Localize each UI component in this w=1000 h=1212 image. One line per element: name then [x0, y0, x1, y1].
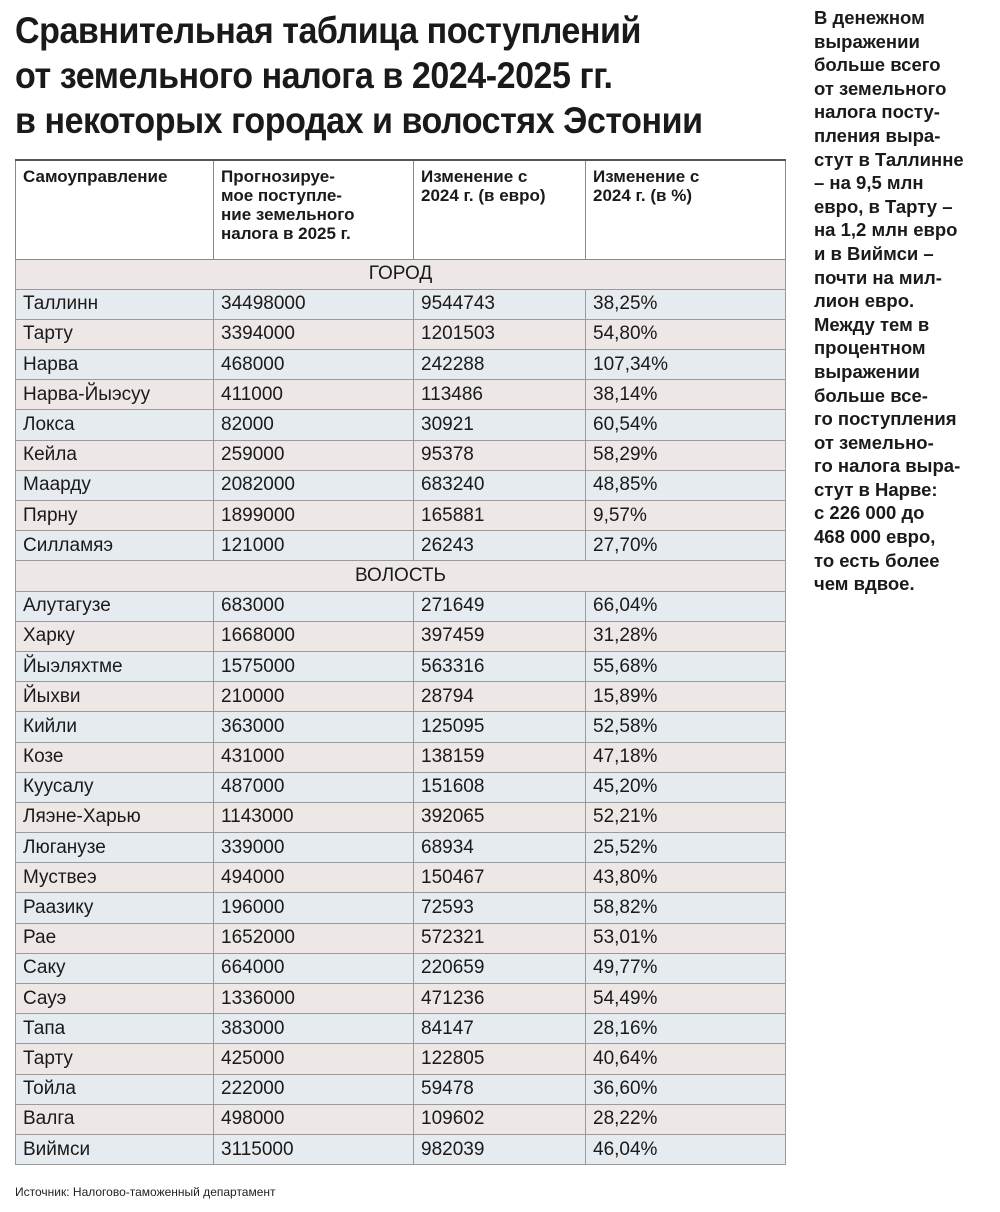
table-row: [16, 501, 786, 531]
cell-change-eur: 150467: [414, 863, 586, 893]
cell-forecast-2025: 196000: [214, 893, 414, 923]
cell-change-pct: 54,49%: [586, 984, 786, 1014]
table-row: [16, 802, 786, 832]
sidebar-line: то есть более: [814, 549, 940, 571]
table-row: [16, 923, 786, 953]
table-row: [16, 742, 786, 772]
table-row: [16, 350, 786, 380]
cell-change-pct: 40,64%: [586, 1044, 786, 1074]
cell-change-pct: 46,04%: [586, 1134, 786, 1164]
cell-change-eur: 68934: [414, 833, 586, 863]
section-label: ВОЛОСТЬ: [16, 561, 786, 591]
cell-change-eur: 471236: [414, 984, 586, 1014]
section-row: [16, 561, 786, 591]
cell-change-eur: 151608: [414, 772, 586, 802]
table-row: [16, 984, 786, 1014]
cell-forecast-2025: 1668000: [214, 621, 414, 651]
cell-municipality: Люганузе: [16, 833, 214, 863]
sidebar-line: евро, в Тарту –: [814, 195, 953, 217]
sidebar-line: на 1,2 млн евро: [814, 219, 958, 241]
table-row: [16, 1044, 786, 1074]
cell-change-pct: 55,68%: [586, 651, 786, 681]
cell-change-pct: 66,04%: [586, 591, 786, 621]
cell-municipality: Саку: [16, 953, 214, 983]
cell-municipality: Алутагузе: [16, 591, 214, 621]
title-line-2: от земельного налога в 2024-2025 гг.: [15, 55, 613, 96]
cell-forecast-2025: 431000: [214, 742, 414, 772]
cell-change-pct: 31,28%: [586, 621, 786, 651]
cell-municipality: Рае: [16, 923, 214, 953]
cell-change-pct: 45,20%: [586, 772, 786, 802]
cell-change-eur: 1201503: [414, 319, 586, 349]
cell-municipality: Харку: [16, 621, 214, 651]
cell-municipality: Муствеэ: [16, 863, 214, 893]
sidebar-line: больше всего: [814, 54, 941, 76]
table-row: [16, 1104, 786, 1134]
header-line: ние земельного: [221, 205, 355, 224]
cell-change-eur: 220659: [414, 953, 586, 983]
section-label: ГОРОД: [16, 259, 786, 289]
table-row: [16, 470, 786, 500]
cell-forecast-2025: 683000: [214, 591, 414, 621]
sidebar-line: лион евро.: [814, 290, 915, 312]
page-title: [15, 8, 742, 143]
table-row: [16, 289, 786, 319]
cell-change-eur: 572321: [414, 923, 586, 953]
table-row: [16, 651, 786, 681]
cell-change-eur: 165881: [414, 501, 586, 531]
cell-change-eur: 982039: [414, 1134, 586, 1164]
cell-forecast-2025: 1143000: [214, 802, 414, 832]
table-row: [16, 863, 786, 893]
cell-change-eur: 242288: [414, 350, 586, 380]
cell-forecast-2025: 222000: [214, 1074, 414, 1104]
cell-change-pct: 58,29%: [586, 440, 786, 470]
table-row: [16, 1014, 786, 1044]
header-municipality: [16, 160, 214, 259]
table-row: [16, 772, 786, 802]
cell-municipality: Ляэне-Харью: [16, 802, 214, 832]
cell-change-pct: 43,80%: [586, 863, 786, 893]
cell-municipality: Маарду: [16, 470, 214, 500]
table-row: [16, 440, 786, 470]
cell-change-pct: 28,16%: [586, 1014, 786, 1044]
cell-change-pct: 38,25%: [586, 289, 786, 319]
table-row: [16, 410, 786, 440]
cell-change-pct: 48,85%: [586, 470, 786, 500]
cell-change-eur: 122805: [414, 1044, 586, 1074]
cell-change-pct: 60,54%: [586, 410, 786, 440]
cell-change-eur: 138159: [414, 742, 586, 772]
sidebar-line: выражении: [814, 30, 920, 52]
sidebar-line: чем вдвое.: [814, 573, 915, 595]
header-line: 2024 г. (в евро): [421, 186, 546, 205]
cell-forecast-2025: 3115000: [214, 1134, 414, 1164]
cell-change-eur: 397459: [414, 621, 586, 651]
cell-municipality: Йыэляхтме: [16, 651, 214, 681]
cell-forecast-2025: 363000: [214, 712, 414, 742]
land-tax-table: [15, 159, 786, 1165]
cell-forecast-2025: 121000: [214, 531, 414, 561]
cell-municipality: Нарва-Йыэсуу: [16, 380, 214, 410]
source-note: Источник: Налогово-таможенный департамент: [15, 1185, 276, 1199]
cell-change-eur: 95378: [414, 440, 586, 470]
cell-change-eur: 59478: [414, 1074, 586, 1104]
header-line: Самоуправление: [23, 167, 168, 186]
cell-change-pct: 52,21%: [586, 802, 786, 832]
cell-forecast-2025: 82000: [214, 410, 414, 440]
table-row: [16, 712, 786, 742]
cell-forecast-2025: 498000: [214, 1104, 414, 1134]
cell-change-pct: 27,70%: [586, 531, 786, 561]
cell-forecast-2025: 210000: [214, 682, 414, 712]
sidebar-line: стут в Нарве:: [814, 478, 938, 500]
cell-municipality: Виймси: [16, 1134, 214, 1164]
table-row: [16, 682, 786, 712]
sidebar-note: [814, 6, 996, 596]
cell-municipality: Таллинн: [16, 289, 214, 319]
cell-forecast-2025: 2082000: [214, 470, 414, 500]
cell-forecast-2025: 259000: [214, 440, 414, 470]
sidebar-line: и в Виймси –: [814, 242, 934, 264]
cell-change-eur: 109602: [414, 1104, 586, 1134]
sidebar-line: стут в Таллинне: [814, 148, 964, 170]
cell-forecast-2025: 339000: [214, 833, 414, 863]
table-header-row: [16, 160, 786, 259]
cell-municipality: Пярну: [16, 501, 214, 531]
cell-forecast-2025: 1899000: [214, 501, 414, 531]
sidebar-line: больше все-: [814, 384, 928, 406]
cell-municipality: Козе: [16, 742, 214, 772]
table-row: [16, 833, 786, 863]
header-line: 2024 г. (в %): [593, 186, 692, 205]
cell-change-eur: 683240: [414, 470, 586, 500]
table-row: [16, 380, 786, 410]
sidebar-line: пления выра-: [814, 124, 941, 146]
cell-change-pct: 9,57%: [586, 501, 786, 531]
sidebar-line: В денежном: [814, 7, 925, 28]
cell-municipality: Тарту: [16, 319, 214, 349]
cell-municipality: Раазику: [16, 893, 214, 923]
header-line: мое поступле-: [221, 186, 342, 205]
cell-change-eur: 28794: [414, 682, 586, 712]
header-change-eur: [414, 160, 586, 259]
cell-forecast-2025: 1575000: [214, 651, 414, 681]
cell-change-eur: 563316: [414, 651, 586, 681]
cell-forecast-2025: 664000: [214, 953, 414, 983]
cell-forecast-2025: 1652000: [214, 923, 414, 953]
table-row: [16, 1074, 786, 1104]
sidebar-line: от земельного: [814, 77, 947, 99]
cell-municipality: Йыхви: [16, 682, 214, 712]
header-line: налога в 2025 г.: [221, 224, 351, 243]
cell-change-eur: 392065: [414, 802, 586, 832]
sidebar-line: го налога выра-: [814, 455, 961, 477]
cell-change-pct: 36,60%: [586, 1074, 786, 1104]
sidebar-line: выражении: [814, 360, 920, 382]
header-line: Изменение с: [421, 167, 528, 186]
title-line-1: Сравнительная таблица поступлений: [15, 10, 641, 51]
cell-change-eur: 30921: [414, 410, 586, 440]
sidebar-line: – на 9,5 млн: [814, 172, 924, 194]
cell-forecast-2025: 468000: [214, 350, 414, 380]
title-line-3: в некоторых городах и волостях Эстонии: [15, 100, 703, 141]
header-forecast-2025: [214, 160, 414, 259]
table-row: [16, 893, 786, 923]
table-row: [16, 319, 786, 349]
cell-change-eur: 72593: [414, 893, 586, 923]
cell-municipality: Валга: [16, 1104, 214, 1134]
cell-municipality: Тойла: [16, 1074, 214, 1104]
cell-change-eur: 113486: [414, 380, 586, 410]
cell-change-pct: 49,77%: [586, 953, 786, 983]
cell-forecast-2025: 411000: [214, 380, 414, 410]
sidebar-line: с 226 000 до: [814, 502, 925, 524]
sidebar-line: Между тем в: [814, 313, 930, 335]
cell-forecast-2025: 494000: [214, 863, 414, 893]
header-line: Прогнозируе-: [221, 167, 335, 186]
cell-municipality: Куусалу: [16, 772, 214, 802]
cell-forecast-2025: 3394000: [214, 319, 414, 349]
cell-municipality: Кийли: [16, 712, 214, 742]
section-row: [16, 259, 786, 289]
cell-forecast-2025: 425000: [214, 1044, 414, 1074]
cell-municipality: Сауэ: [16, 984, 214, 1014]
sidebar-line: налога посту-: [814, 101, 940, 123]
cell-change-eur: 9544743: [414, 289, 586, 319]
cell-change-pct: 52,58%: [586, 712, 786, 742]
cell-forecast-2025: 34498000: [214, 289, 414, 319]
cell-change-pct: 53,01%: [586, 923, 786, 953]
cell-municipality: Кейла: [16, 440, 214, 470]
cell-municipality: Нарва: [16, 350, 214, 380]
table-body: [16, 259, 786, 1165]
cell-change-eur: 125095: [414, 712, 586, 742]
cell-municipality: Тарту: [16, 1044, 214, 1074]
cell-change-eur: 271649: [414, 591, 586, 621]
cell-change-pct: 107,34%: [586, 350, 786, 380]
sidebar-line: процентном: [814, 337, 926, 359]
cell-forecast-2025: 383000: [214, 1014, 414, 1044]
cell-change-pct: 38,14%: [586, 380, 786, 410]
table-row: [16, 621, 786, 651]
cell-forecast-2025: 1336000: [214, 984, 414, 1014]
header-line: Изменение с: [593, 167, 700, 186]
cell-municipality: Локса: [16, 410, 214, 440]
cell-forecast-2025: 487000: [214, 772, 414, 802]
sidebar-line: от земельно-: [814, 431, 934, 453]
sidebar-line: го поступления: [814, 408, 957, 430]
table-row: [16, 1134, 786, 1164]
table-row: [16, 531, 786, 561]
sidebar-line: почти на мил-: [814, 266, 942, 288]
cell-municipality: Тапа: [16, 1014, 214, 1044]
header-change-pct: [586, 160, 786, 259]
cell-change-pct: 58,82%: [586, 893, 786, 923]
cell-change-pct: 47,18%: [586, 742, 786, 772]
sidebar-line: 468 000 евро,: [814, 526, 936, 548]
cell-change-eur: 84147: [414, 1014, 586, 1044]
cell-change-pct: 28,22%: [586, 1104, 786, 1134]
cell-change-eur: 26243: [414, 531, 586, 561]
cell-municipality: Силламяэ: [16, 531, 214, 561]
cell-change-pct: 54,80%: [586, 319, 786, 349]
cell-change-pct: 25,52%: [586, 833, 786, 863]
cell-change-pct: 15,89%: [586, 682, 786, 712]
table-row: [16, 953, 786, 983]
table-row: [16, 591, 786, 621]
